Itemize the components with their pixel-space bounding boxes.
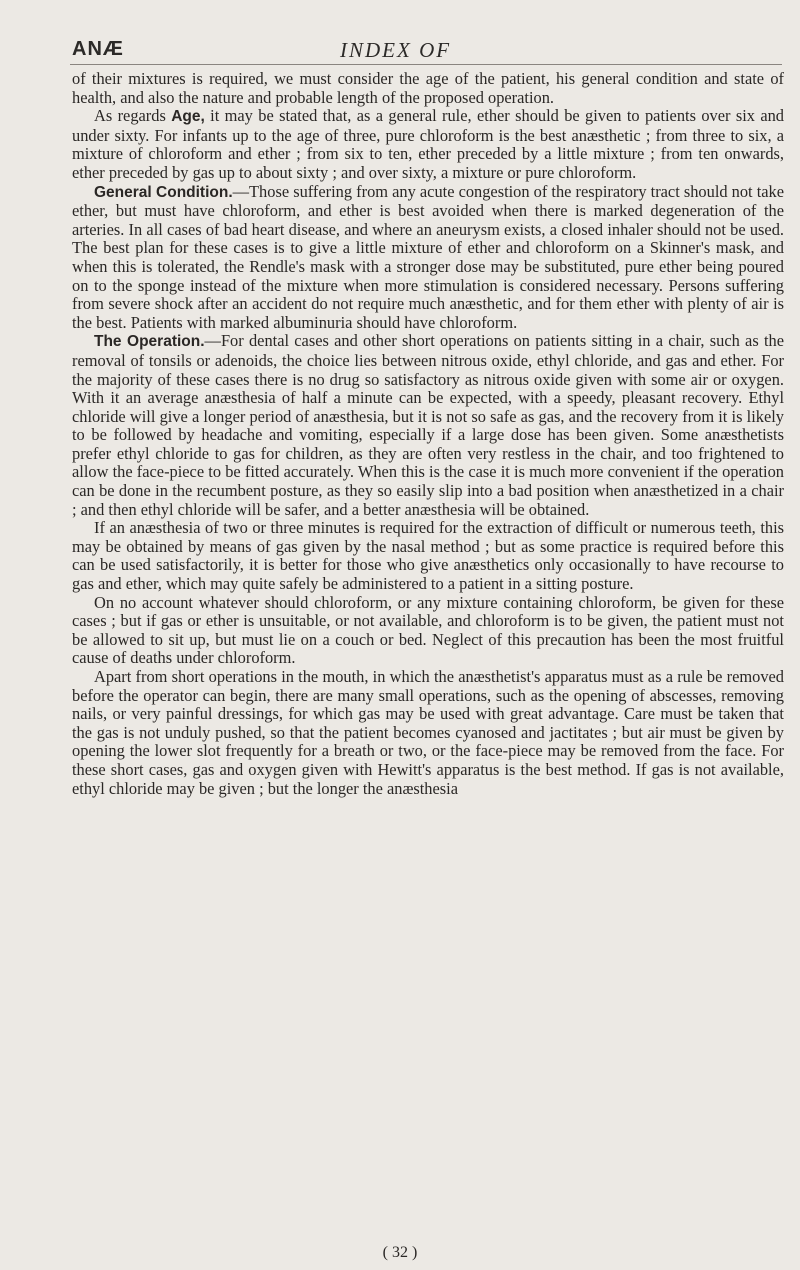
paragraph-text: If an anæsthesia of two or three minutes is required for the extraction of difficult or numerous teeth, this may be obtained by means of gas given by the nasal method ; but as some practice is required before this can be used satisfactorily, it is better for those who give anæsthetics only occasionally to have recourse to gas and ether, which may quite safely be administered to a patient in a sitting posture. [72, 518, 784, 594]
inline-heading-age: Age, [171, 108, 205, 126]
header-rule [70, 64, 782, 65]
paragraph-text: —For dental cases and other short operations on patients sitting in a chair, such as the removal of tonsils or adenoids, the choice lies between nitrous oxide, ethyl chloride, and gas and ether. For the majority of these cases there is no drug so satisfactory as nitrous oxide given with some air or oxygen. With it an average anæsthesia of half a minute can be expected, with a speedy, pleasant recovery. Ethyl chloride will give a longer period of anæsthesia, but it is not so safe as gas, and the recovery from it is likely to be followed by headache and vomiting, especially if a large dose has been given. Some anæsthetists prefer ethyl chloride to gas for children, as they are often very restless in the chair, and too frightened to allow the face-piece to be fitted accurately. When this is the case it is much more convenient if the operation can be done in the recumbent posture, as they so easily slip into a bad position when anæsthetized in a chair ; and then ethyl chloride will be safer, and a better anæsthesia will be obtained. [72, 331, 784, 519]
paragraph-short-operations [72, 668, 784, 798]
paragraph-lead: As regards [94, 106, 172, 126]
paragraph-age [72, 107, 784, 182]
section-heading-general-condition: General Condition. [94, 183, 233, 201]
paragraph-general-condition [72, 183, 784, 333]
paragraph-extraction [72, 519, 784, 593]
section-heading-operation: The Operation. [94, 333, 205, 351]
paragraph-text: —Those suffering from any acute congestion of the respiratory tract should not take ether, but must have chloroform, and ether is best avoided when there is marked degeneration of the arteries. In all cases of bad heart disease, and where an aneurysm exists, a closed inhaler should not be used. The best plan for these cases is to give a little mixture of ether and chloroform on a Skinner's mask, and when this is tolerated, the Rendle's mask with a stronger dose may be substituted, pure ether being poured on to the sponge instead of the mixture when more stimulation is considered necessary. Persons suffering from severe shock after an accident do not require much anæsthetic, and for them ether with plenty of air is the best. Patients with marked albuminuria should have chloroform. [72, 181, 785, 332]
page-title: INDEX OF [340, 38, 452, 62]
body-text [72, 70, 784, 798]
running-head: ANÆ [72, 38, 124, 60]
paragraph-text: of their mixtures is required, we must consider the age of the patient, his general condition and state of health, and also the nature and probable length of the proposed operation. [72, 69, 784, 107]
page-number: ( 32 ) [382, 1244, 418, 1261]
paragraph-operation [72, 332, 784, 519]
paragraph-chloroform-warning [72, 594, 784, 668]
paragraph-text: On no account whatever should chloroform, or any mixture containing chloroform, be given for these cases ; but if gas or ether is unsuitable, or not available, and chloroform is to be given, the patient must not be allowed to sit up, but must lie on a couch or bed. Neglect of this precaution has been the most fruitful cause of deaths under chloroform. [72, 592, 784, 668]
paragraph-intro [72, 70, 784, 107]
paragraph-text: Apart from short operations in the mouth, in which the anæsthetist's apparatus must as a rule be removed before the operator can begin, there are many small operations, such as the opening of abscesses, removing nails, or very painful dressings, for which gas may be used with great advantage. Care must be taken that the gas is not unduly pushed, so that the patient becomes cyanosed and jactitates ; but air must be given by opening the lower slot frequently for a breath or two, or the face-piece may be removed from the face. For these short cases, gas and oxygen given with Hewitt's apparatus is the best method. If gas is not available, ethyl chloride may be given ; but the longer the anæsthesia [72, 667, 784, 798]
paragraph-text: it may be stated that, as a general rule, ether should be given to patients over six and under sixty. For infants up to the age of three, pure chloroform is the best anæsthetic ; from three to six, a mixture of chloroform and ether ; from six to ten, ether preceded by a little mixture ; from ten onwards, ether preceded by gas up to about sixty ; and over sixty, a mixture or pure chloroform. [72, 106, 784, 182]
